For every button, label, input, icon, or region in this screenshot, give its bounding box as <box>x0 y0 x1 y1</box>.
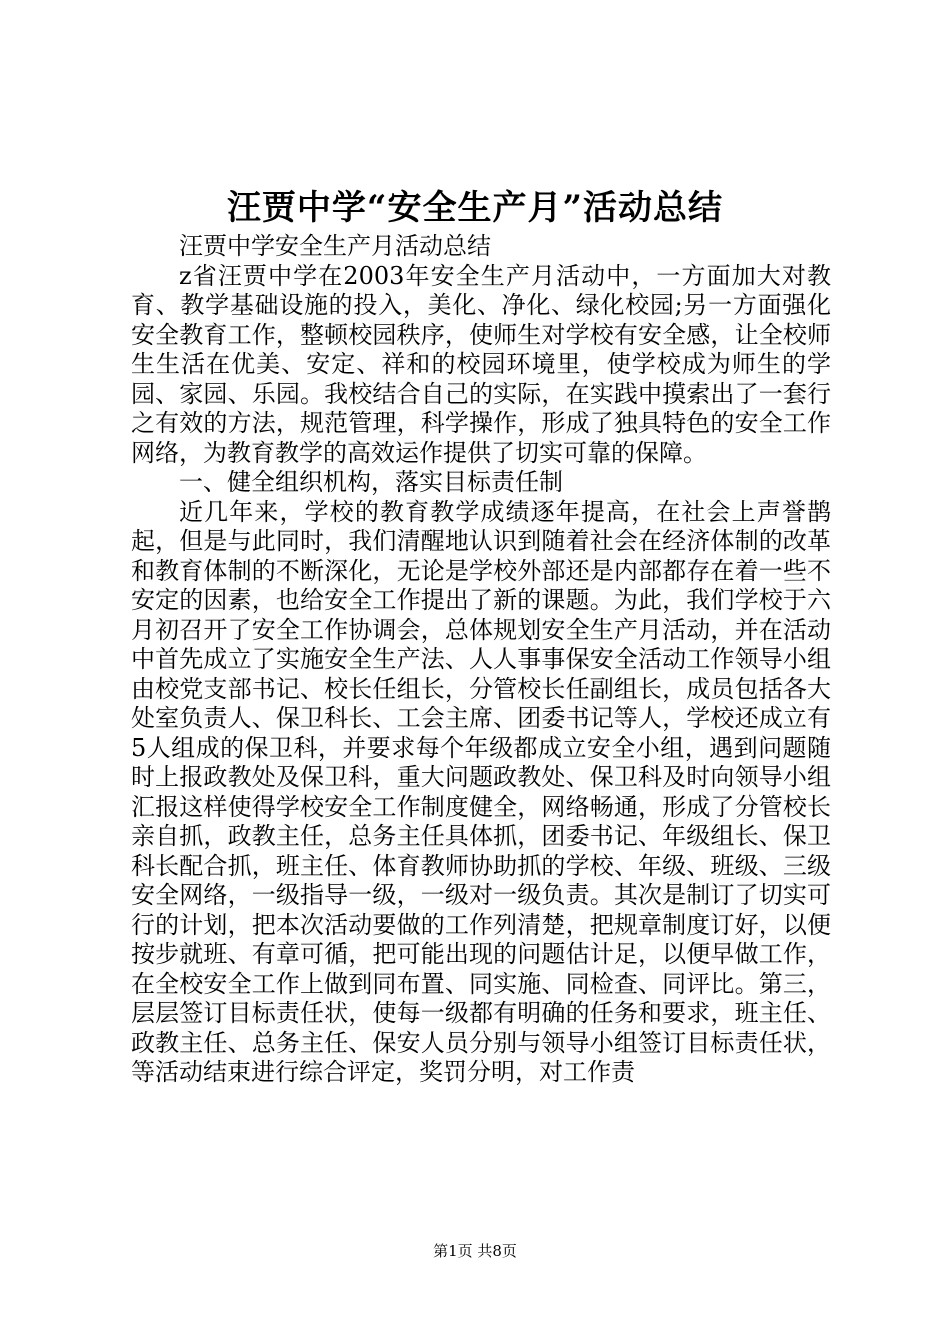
paragraph-section-one: 近几年来，学校的教育教学成绩逐年提高，在社会上声誉鹊起，但是与此同时，我们清醒地认识到随着社会在经济体制的改革和教育体制的不断深化，无论是学校外部还是内部都存在着一些不安定的因素，也给安全工作提出了新的课题。为此，我们学校于六月初召开了安全工作协调会，总体规划安全生产月活动，并在活动中首先成立了实施安全生产法、人人事事保安全活动工作领导小组由校党支部书记、校长任组长，分管校长任副组长，成员包括各大处室负责人、保卫科长、工会主席、团委书记等人，学校还成立有5人组成的保卫科，并要求每个年级都成立安全小组，遇到问题随时上报政教处及保卫科，重大问题政教处、保卫科及时向领导小组汇报这样使得学校安全工作制度健全，网络畅通，形成了分管校长亲自抓，政教主任，总务主任具体抓，团委书记、年级组长、保卫科长配合抓，班主任、体育教师协助抓的学校、年级、班级、三级安全网络，一级指导一级，一级对一级负责。其次是制订了切实可行的计划，把本次活动要做的工作列清楚，把规章制度订好，以便按步就班、有章可循，把可能出现的问题估计足，以便早做工作，在全校安全工作上做到同布置、同实施、同检查、同评比。第三，层层签订目标责任状，使每一级都有明确的任务和要求，班主任、政教主任、总务主任、保安人员分别与领导小组签订目标责任状，等活动结束进行综合评定，奖罚分明，对工作责 <box>131 497 831 1086</box>
section-heading: 一、健全组织机构，落实目标责任制 <box>179 468 563 496</box>
document-title: 汪贾中学“安全生产月”活动总结 <box>226 188 724 228</box>
paragraph-subtitle: 汪贾中学安全生产月活动总结 <box>179 232 491 260</box>
document-body <box>131 232 831 1088</box>
paragraph-intro: z省汪贾中学在2003年安全生产月活动中，一方面加大对教育、教学基础设施的投入，美化、净化、绿化校园;另一方面强化安全教育工作，整顿校园秩序，使师生对学校有安全感，让全校师生生活在优美、安定、祥和的校园环境里，使学校成为师生的学园、家园、乐园。我校结合自己的实际，在实践中摸索出了一套行之有效的方法，规范管理，科学操作，形成了独具特色的安全工作网络，为教育教学的高效运作提供了切实可靠的保障。 <box>131 261 831 467</box>
page-number: 第1页 共8页 <box>433 1242 517 1260</box>
